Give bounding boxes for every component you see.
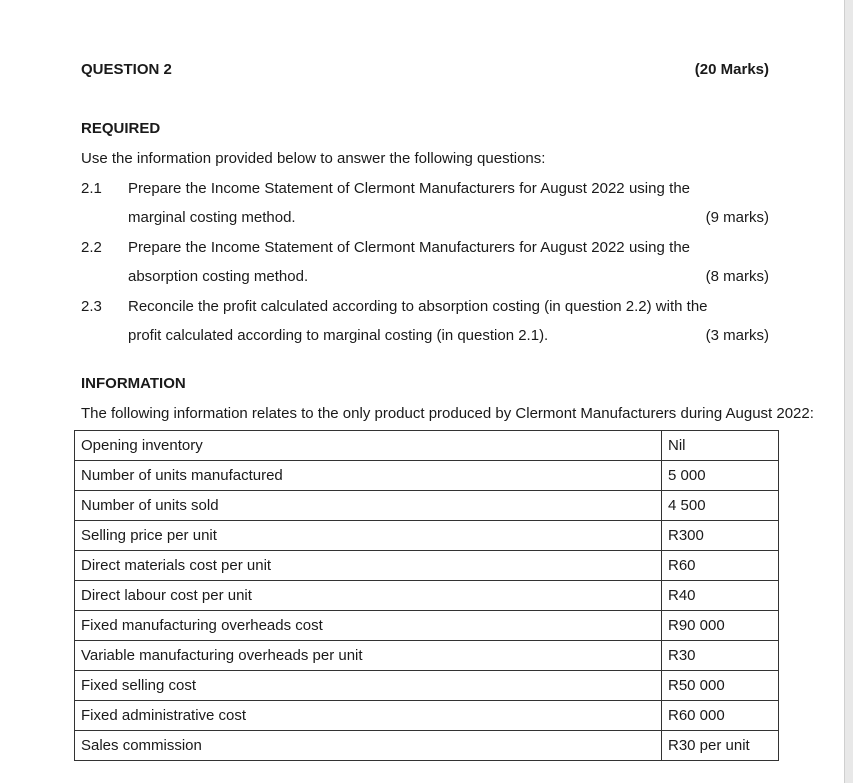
question-text-line2: absorption costing method.: [128, 268, 309, 285]
total-marks: (20 Marks): [694, 61, 769, 78]
question-text-line1: Prepare the Income Statement of Clermont Manufacturers for August 2022 using the: [128, 180, 690, 197]
table-row: [75, 611, 779, 641]
row-value: R90 000: [662, 611, 779, 641]
row-value: Nil: [662, 431, 779, 461]
row-label: Fixed administrative cost: [75, 701, 662, 731]
row-label: Direct materials cost per unit: [75, 551, 662, 581]
table-row: [75, 671, 779, 701]
row-label: Variable manufacturing overheads per unit: [75, 641, 662, 671]
table-row: [75, 461, 779, 491]
row-label: Selling price per unit: [75, 521, 662, 551]
question-marks: (9 marks): [705, 209, 769, 226]
row-label: Direct labour cost per unit: [75, 581, 662, 611]
table-row: [75, 641, 779, 671]
required-heading: REQUIRED: [81, 120, 161, 137]
row-value: R40: [662, 581, 779, 611]
table-row: [75, 491, 779, 521]
question-title: QUESTION 2: [81, 61, 172, 78]
question-number: 2.3: [81, 298, 102, 315]
table-row: [75, 551, 779, 581]
row-label: Number of units manufactured: [75, 461, 662, 491]
row-label: Sales commission: [75, 731, 662, 761]
row-value: 4 500: [662, 491, 779, 521]
row-value: R30: [662, 641, 779, 671]
question-number: 2.1: [81, 180, 102, 197]
row-value: 5 000: [662, 461, 779, 491]
question-text-line2: profit calculated according to marginal costing (in question 2.1).: [128, 327, 549, 344]
question-marks: (3 marks): [705, 327, 769, 344]
information-table: [74, 430, 779, 761]
row-value: R50 000: [662, 671, 779, 701]
information-intro: The following information relates to the only product produced by Clermont Manufacturers during August 2022:: [81, 405, 814, 422]
information-heading: INFORMATION: [81, 375, 186, 392]
row-label: Opening inventory: [75, 431, 662, 461]
question-header: [81, 61, 769, 78]
row-value: R60: [662, 551, 779, 581]
page-edge-scrollbar: [844, 0, 853, 783]
row-label: Number of units sold: [75, 491, 662, 521]
table-row: [75, 521, 779, 551]
question-text-line1: Reconcile the profit calculated according to absorption costing (in question 2.2) with the: [128, 298, 708, 315]
row-value: R300: [662, 521, 779, 551]
table-row: [75, 431, 779, 461]
question-text-line1: Prepare the Income Statement of Clermont Manufacturers for August 2022 using the: [128, 239, 690, 256]
question-number: 2.2: [81, 239, 102, 256]
row-value: R60 000: [662, 701, 779, 731]
row-value: R30 per unit: [662, 731, 779, 761]
required-intro: Use the information provided below to answer the following questions:: [81, 150, 546, 167]
row-label: Fixed selling cost: [75, 671, 662, 701]
table-row: [75, 731, 779, 761]
question-marks: (8 marks): [705, 268, 769, 285]
table-row: [75, 581, 779, 611]
question-text-line2: marginal costing method.: [128, 209, 296, 226]
row-label: Fixed manufacturing overheads cost: [75, 611, 662, 641]
table-row: [75, 701, 779, 731]
